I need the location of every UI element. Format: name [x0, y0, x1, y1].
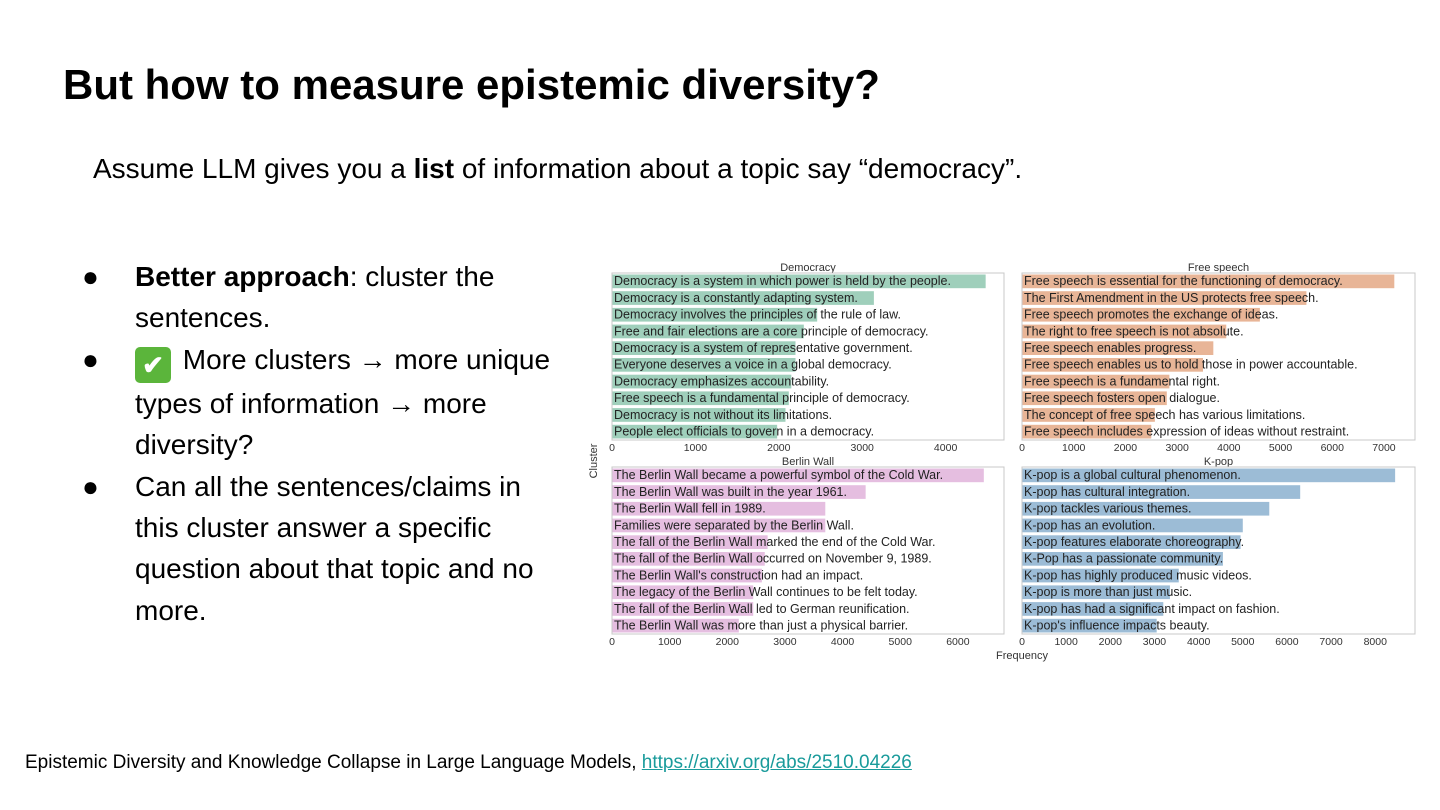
bullet-item [82, 256, 552, 339]
citation-footer [25, 752, 912, 775]
bar-label: The Berlin Wall was more than just a physical barrier. [614, 618, 909, 633]
bullet-bold-text: Better approach [135, 261, 350, 292]
panel-title: Free speech [1187, 262, 1250, 274]
x-tick-label: 5000 [1268, 442, 1293, 454]
bar-label: The legacy of the Berlin Wall continues to be felt today. [614, 585, 918, 600]
bar-label: K-pop is more than just music. [1024, 585, 1193, 600]
bar-label: Democracy involves the principles of the rule of law. [614, 307, 901, 322]
bar-label: Free speech enables progress. [1024, 340, 1197, 355]
slide-subtitle [93, 152, 1022, 186]
bar-label: K-pop features elaborate choreography. [1024, 534, 1245, 549]
bullet-text: : cluster the sentences. [135, 261, 495, 334]
x-tick-label: 0 [609, 442, 615, 454]
bar-label: Free speech enables us to hold those in power accountable. [1024, 357, 1358, 372]
x-tick-label: 1000 [1062, 442, 1086, 454]
bar-label: The Berlin Wall's construction had an impact. [614, 568, 864, 583]
x-tick-label: 6000 [1320, 442, 1344, 454]
bullet-marker: ● [82, 261, 99, 292]
x-tick-label: 4000 [1217, 442, 1241, 454]
bar-label: K-pop tackles various themes. [1024, 501, 1192, 516]
x-tick-label: 8000 [1363, 636, 1387, 648]
bar-label: The Berlin Wall fell in 1989. [614, 501, 766, 516]
bar-label: Free speech includes expression of ideas without restraint. [1024, 424, 1350, 439]
x-tick-label: 4000 [933, 442, 958, 454]
bar-label: Free speech is essential for the functioning of democracy. [1024, 274, 1343, 289]
bullet-marker: ● [82, 343, 99, 375]
bar-label: The fall of the Berlin Wall marked the end of the Cold War. [614, 534, 936, 549]
bullet-text: More clusters → more unique types of information → more diversity? [135, 343, 551, 461]
x-tick-label: 5000 [1231, 636, 1255, 648]
bar-label: K-pop is a global cultural phenomenon. [1024, 468, 1241, 483]
x-tick-label: 4000 [1186, 636, 1211, 648]
bar-label: K-pop has cultural integration. [1024, 484, 1191, 499]
bar-label: K-pop has an evolution. [1024, 518, 1156, 533]
bar-label: K-Pop has a passionate community. [1024, 551, 1224, 566]
bar-label: The right to free speech is not absolute. [1024, 324, 1244, 339]
x-tick-label: 3000 [1165, 442, 1189, 454]
bar-label: Democracy is a constantly adapting system. [614, 290, 858, 305]
bullet-item [82, 339, 552, 466]
x-tick-label: 0 [609, 636, 615, 648]
x-tick-label: 6000 [946, 636, 970, 648]
bar-label: K-pop has highly produced music videos. [1024, 568, 1252, 583]
bar-label: Free and fair elections are a core principle of democracy. [614, 324, 929, 339]
x-tick-label: 3000 [773, 636, 797, 648]
x-tick-label: 0 [1019, 442, 1025, 454]
bullet-text: Can all the sentences/claims in this cluster answer a specific question about that topic and no more. [135, 470, 534, 626]
x-tick-label: 1000 [1054, 636, 1078, 648]
x-tick-label: 5000 [888, 636, 912, 648]
x-tick-label: 4000 [830, 636, 855, 648]
bar-label: Free speech is a fundamental principle of democracy. [614, 391, 910, 406]
panel-title: K-pop [1203, 456, 1234, 468]
x-tick-label: 0 [1019, 636, 1025, 648]
bar-label: Democracy is a system of representative government. [614, 340, 913, 355]
check-mark-icon: ✔ [135, 347, 171, 383]
bar-label: Democracy emphasizes accountability. [614, 374, 830, 389]
panel-title: Berlin Wall [781, 456, 835, 468]
x-tick-label: 3000 [850, 442, 874, 454]
x-tick-label: 7000 [1372, 442, 1396, 454]
bar-label: Free speech promotes the exchange of ideas. [1024, 307, 1279, 322]
bar-label: Families were separated by the Berlin Wall. [614, 518, 854, 533]
bar-label: Democracy is not without its limitations. [614, 407, 833, 422]
slide-title: But how to measure epistemic diversity? [63, 61, 880, 108]
bar-label: The concept of free speech has various limitations. [1024, 407, 1306, 422]
bar-label: The fall of the Berlin Wall led to German reunification. [614, 601, 910, 616]
x-tick-label: 1000 [683, 442, 708, 454]
bar-label: People elect officials to govern in a democracy. [614, 424, 875, 439]
y-axis-label: Cluster [588, 443, 600, 479]
subtitle-text-end: of information about a topic say “democracy”. [454, 153, 1023, 184]
x-tick-label: 1000 [657, 636, 682, 648]
bar-label: The Berlin Wall was built in the year 1961. [614, 484, 847, 499]
citation-text: Epistemic Diversity and Knowledge Collapse in Large Language Models, [25, 752, 642, 773]
x-tick-label: 2000 [767, 442, 791, 454]
panel-title: Democracy [780, 262, 836, 274]
bar-label: Democracy is a system in which power is held by the people. [614, 274, 951, 289]
x-tick-label: 2000 [1113, 442, 1138, 454]
bullet-marker: ● [82, 470, 99, 502]
bar-label: Everyone deserves a voice in a global democracy. [614, 357, 892, 372]
x-tick-label: 7000 [1319, 636, 1343, 648]
bullet-list [82, 256, 552, 631]
bar-label: The First Amendment in the US protects free speech. [1024, 290, 1319, 305]
x-tick-label: 6000 [1275, 636, 1299, 648]
cluster-frequency-chart [584, 258, 1420, 668]
x-tick-label: 2000 [715, 636, 739, 648]
bar-label: The fall of the Berlin Wall occurred on November 9, 1989. [614, 551, 932, 566]
bar-label: K-pop's influence impacts beauty. [1024, 618, 1210, 633]
x-tick-label: 3000 [1142, 636, 1167, 648]
bar-label: Free speech fosters open dialogue. [1024, 391, 1220, 406]
bar-label: The Berlin Wall became a powerful symbol of the Cold War. [614, 468, 944, 483]
x-axis-label: Frequency [996, 650, 1048, 662]
bar-label: Free speech is a fundamental right. [1024, 374, 1220, 389]
subtitle-text-start: Assume LLM gives you a [93, 153, 414, 184]
arxiv-link[interactable]: https://arxiv.org/abs/2510.04226 [641, 752, 912, 773]
subtitle-bold-word: list [413, 153, 455, 184]
x-tick-label: 2000 [1098, 636, 1122, 648]
bullet-item [82, 466, 552, 632]
bar-label: K-pop has had a significant impact on fashion. [1024, 601, 1280, 616]
